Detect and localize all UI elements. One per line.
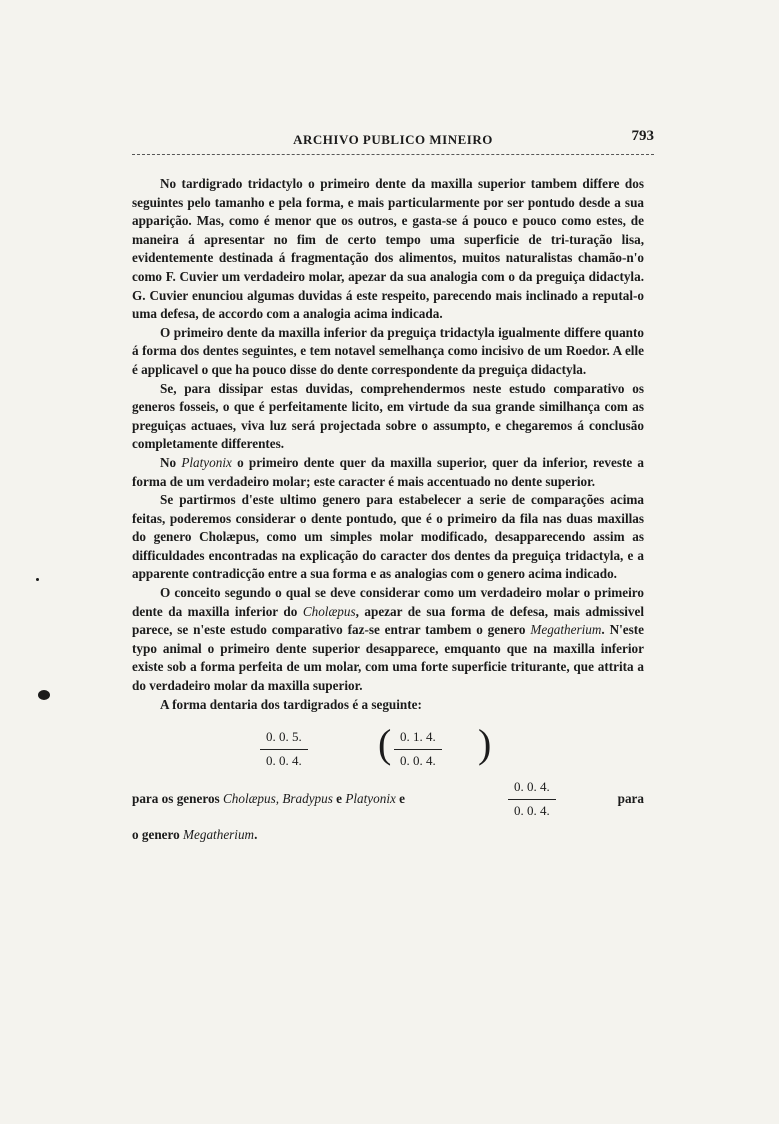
paragraph: Se, para dissipar estas duvidas, comprehendermos neste estudo comparativo os generos fosseis, o que é perfeitamente licito, em virtude da sua grande similhança com as preguiças actuaes, viva luz será projectada sobre o assumpto, e chegaremos á conclusão completamente differentes. bbox=[132, 380, 644, 452]
dental-formula: $\frac{0. 0. 4.}{0. 0. 4.}$ bbox=[508, 778, 556, 820]
open-parenthesis: ( bbox=[378, 721, 392, 767]
final-line: para os generos Cholæpus, Bradypus e Platyonix e $\frac{0. 0. 4.}{0. 0. 4.}$ para bbox=[132, 778, 644, 818]
ink-spot bbox=[38, 690, 50, 700]
paragraph: O primeiro dente da maxilla inferior da preguiça tridactyla igualmente differe quanto á forma dos dentes seguintes, e tem notavel semelhança como incisivo de um Roedor. A elle é applicavel o que ha pouco disse do dente correspondente da preguiça didactyla. bbox=[132, 324, 644, 377]
paragraph: A forma dentaria dos tardigrados é a seguinte: bbox=[160, 696, 422, 712]
paragraph: o genero Megatherium. bbox=[132, 827, 258, 843]
running-title: ARCHIVO PUBLICO MINEIRO bbox=[293, 132, 493, 147]
page-number: 793 bbox=[631, 128, 654, 144]
dental-formula: $\frac{0. 0. 5.}{0. 0. 4.}$ bbox=[260, 728, 308, 770]
paragraph: No tardigrado tridactylo o primeiro dente da maxilla superior tambem differe dos seguintes pelo tamanho e pela forma, e mais particularmente por ser pontudo desde a sua apparição. Mas, como é menor que os outros, e gasta-se á pouco e pouco como estes, de maneira á apresentar no fim de certo tempo uma superficie de tri-turação lisa, evidentemente destinada á fragmentação dos alimentos, muitos naturalistas chamão-n'o como F. Cuvier um verdadeiro molar, apezar da sua analogia com o da preguiça didactyla. G. Cuvier enunciou algumas duvidas á este respeito, parecendo mais inclinado a reputal-o uma defesa, de accordo com a analogia acima indicada. bbox=[132, 176, 644, 322]
paragraph: No Platyonix o primeiro dente quer da maxilla superior, quer da inferior, reveste a forma de um verdadeiro molar; este caracter é mais accentuado no dente superior. bbox=[132, 454, 644, 489]
dental-formulas bbox=[132, 721, 644, 772]
paragraph: O conceito segundo o qual se deve considerar como um verdadeiro molar o primeiro dente da maxilla inferior do Cholæpus, apezar de sua forma de defesa, mais admissivel parece, se n'este estudo comparativo faz-se entrar tambem o genero Megatherium. N'este typo animal o primeiro dente superior desapparece, emquanto que na maxilla inferior existe sob a forma perfeita de um molar, com uma forte superficie triturante, que attrita a do verdadeiro molar da maxilla superior. bbox=[132, 585, 644, 694]
close-parenthesis: ) bbox=[478, 721, 492, 767]
paragraph: Se partirmos d'este ultimo genero para estabelecer a serie de comparações acima feitas, poderemos considerar o dente pontudo, que é o primeiro da fila nas duas maxillas do genero Cholæpus, como um simples molar modificado, desapparecendo assim as difficuldades encontradas na explicação do caracter dos dentes da preguiça tridactyla, e a apparente contradicção entre a sua forma e as analogias com o genero acima indicado. bbox=[132, 492, 644, 582]
ink-dot bbox=[36, 578, 39, 581]
dental-formula: $\frac{0. 1. 4.}{0. 0. 4.}$ bbox=[394, 728, 442, 770]
page-header bbox=[132, 128, 654, 155]
body-text bbox=[132, 175, 644, 845]
